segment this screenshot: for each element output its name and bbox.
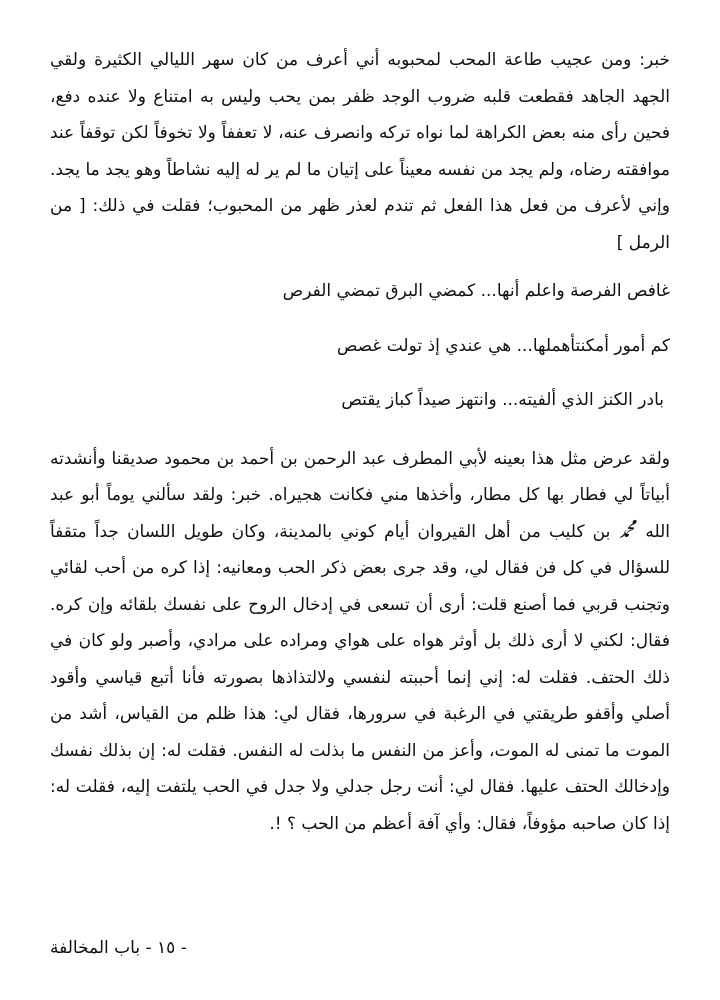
paragraph-dialogue: ولقد عرض مثل هذا بعينه لأبي المطرف عبد الرحمن بن أحمد بن محمود صديقنا وأنشدته أبياتاً لي فطار بها كل مطار، وأخذها مني فكانت هجيراه. خبر: ولقد سألني يوماً أبو عبد الله ﷴ بن كليب من أهل القيروان أيام كوني بالمدينة، وكان طويل اللسان جداً متقفاً للسؤال في كل فن فقال لي، وقد جرى بعض ذكر الحب ومعانيه: إذا كره من أحب لقائي وتجنب قربي فما أصنع قلت: أرى أن تسعى في إدخال الروح على نفسك بلقائه وإن كره. فقال: لكني لا أرى ذلك بل أوثر هواه على هواي ومراده على مرادي، وأصبر ولو كان في ذلك الحتف. فقلت له: إني إنما أحببته لنفسي ولالتذاذها بصورته فأنا أتبع قياسي وأقود أصلي وأقفو طريقتي في الرغبة في سرورها، فقال لي: هذا ظلم من القياس، أشد من الموت ما تمنى له الموت، وأعز من النفس ما بذلت له النفس. فقلت له: إن بذلك نفسك وإدخالك الحتف عليها. فقال لي: أنت رجل جدلي ولا جدل في الحب يلتفت إليه، فقلت له: إذا كان صاحبه مؤوفاً، فقال: وأي آفة أعظم من الحب ؟ !.	[50, 448, 670, 834]
verse-line-2: كم أمور أمكنتأهملها... هي عندي إذ تولت غصص	[336, 335, 670, 356]
verse-line-1: غافص الفرصة واعلم أنها... كمضي البرق تمضي الفرص	[282, 281, 670, 301]
verse-line-3: بادر الكنز الذي ألفيته... وانتهز صيداً كباز يقتص	[341, 390, 664, 410]
page-body	[50, 42, 670, 842]
paragraph-intro: خبر: ومن عجيب طاعة المحب لمحبوبه أني أعرف من كان سهر الليالي الكثيرة ولقي الجهد الجاهد فقطعت قلبه ضروب الوجد ظفر بمن يحب وليس به امتناع ولا عنده دفع، فحين رأى منه بعض الكراهة لما نواه تركه وانصرف عنه، لا تعففاً ولا تخوفاً لكن توقفاً عند موافقته رضاه، ولم يجد من نفسه معيناً على إتيان ما لم ير له إليه نشاطاً وهو يجد ما يجد. وإني لأعرف من فعل هذا الفعل ثم تندم لعذر ظهر من المحبوب؛ فقلت في ذلك: [ من الرمل ]	[50, 50, 670, 253]
page-footer: - ١٥ - باب المخالفة	[50, 938, 187, 958]
